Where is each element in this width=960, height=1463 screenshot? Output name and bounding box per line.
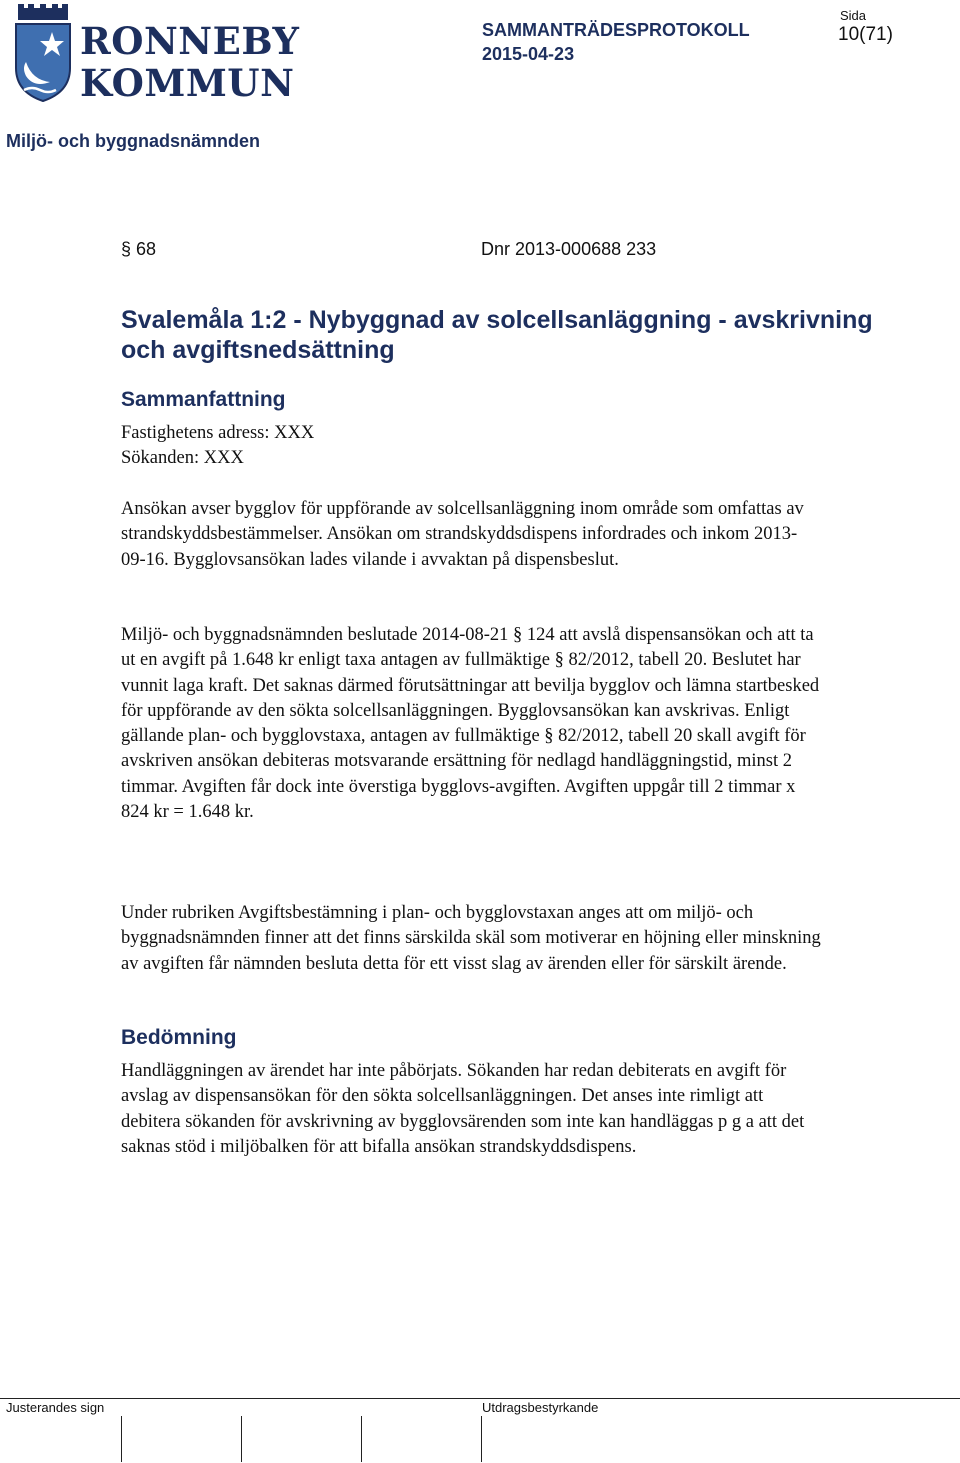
footer-divider — [0, 1398, 960, 1399]
property-address: Fastighetens adress: XXX — [121, 423, 315, 443]
page-number: 10(71) — [838, 24, 893, 45]
assessment-heading: Bedömning — [121, 1026, 237, 1049]
page-label: Sida — [840, 8, 867, 23]
protocol-title: SAMMANTRÄDESPROTOKOLL — [482, 20, 750, 40]
logo-line-2: KOMMUN — [80, 61, 295, 105]
ronneby-crest-icon — [12, 4, 74, 102]
summary-paragraph-2: Miljö- och byggnadsnämnden beslutade 2014-08-21 § 124 att avslå dispensansökan och att ta ut en avgift på 1.648 kr enligt taxa antagen av fullmäktige § 82/2012, tabell 20. Beslutet har vunnit laga kraft. Det saknas därmed förutsättningar att bevilja bygglov och lämna startbesked för uppförande av den sökta solcellsanläggningen. Bygglovsansökan kan avskrivas. Enligt gällande plan- och bygglovstaxa, antagen av fullmäktige § 82/2012, tabell 20 skall avgift för avskriven ansökan debiteras motsvarande ersättning för nedlagd handläggningstid, minst 2 timmar. Avgiften får dock inte överstiga bygglovs-avgiften. Avgiften uppgår till 2 timmar x 824 kr = 1.648 kr. — [121, 625, 820, 823]
case-dnr: Dnr 2013-000688 233 — [481, 239, 657, 259]
signature-box-divider — [121, 1416, 122, 1462]
summary-heading: Sammanfattning — [121, 388, 286, 411]
protocol-date: 2015-04-23 — [482, 44, 575, 64]
signature-box-divider — [481, 1416, 482, 1462]
summary-paragraph-3: Under rubriken Avgiftsbestämning i plan- och bygglovstaxan anges att om miljö- och byggnadsnämnden finner att det finns särskilda skäl som motiverar en höjning eller minskning av avgiften får nämnden besluta detta för ett visst slag av ärenden eller för särskilt ärende. — [121, 903, 821, 974]
summary-paragraph-1: Ansökan avser bygglov för uppförande av solcellsanläggning inom område som omfattas av strandskyddsbestämmelser. Ansökan om strandskyddsdispens infordrades och inkom 2013-09-16. Bygglovsansökan lades vilande i avvaktan på dispensbeslut. — [121, 499, 804, 570]
signature-label: Justerandes sign — [6, 1400, 105, 1415]
logo-line-1: RONNEBY — [80, 19, 300, 63]
applicant: Sökanden: XXX — [121, 448, 244, 469]
assessment-paragraph-1: Handläggningen av ärendet har inte påbörjats. Sökanden har redan debiterats en avgift för avslag av dispensansökan för den sökta solcellsanläggningen. Det anses inte rimligt att debitera sökanden för avskrivning av bygglovsärenden som inte kan handläggas p g a att det saknas stöd i miljöbalken för att bifalla ansökan strandskyddsdispens. — [121, 1061, 805, 1157]
municipality-logo — [12, 4, 300, 105]
case-title: Svalemåla 1:2 - Nybyggnad av solcellsanläggning - avskrivning och avgiftsnedsättning — [121, 306, 873, 364]
committee-name: Miljö- och byggnadsnämnden — [6, 131, 261, 151]
case-parties — [121, 421, 821, 472]
logo-wordmark — [80, 20, 299, 104]
signature-box-divider — [241, 1416, 242, 1462]
certification-label: Utdragsbestyrkande — [482, 1400, 599, 1415]
case-paragraph-number: § 68 — [121, 239, 157, 259]
signature-box-divider — [361, 1416, 362, 1462]
